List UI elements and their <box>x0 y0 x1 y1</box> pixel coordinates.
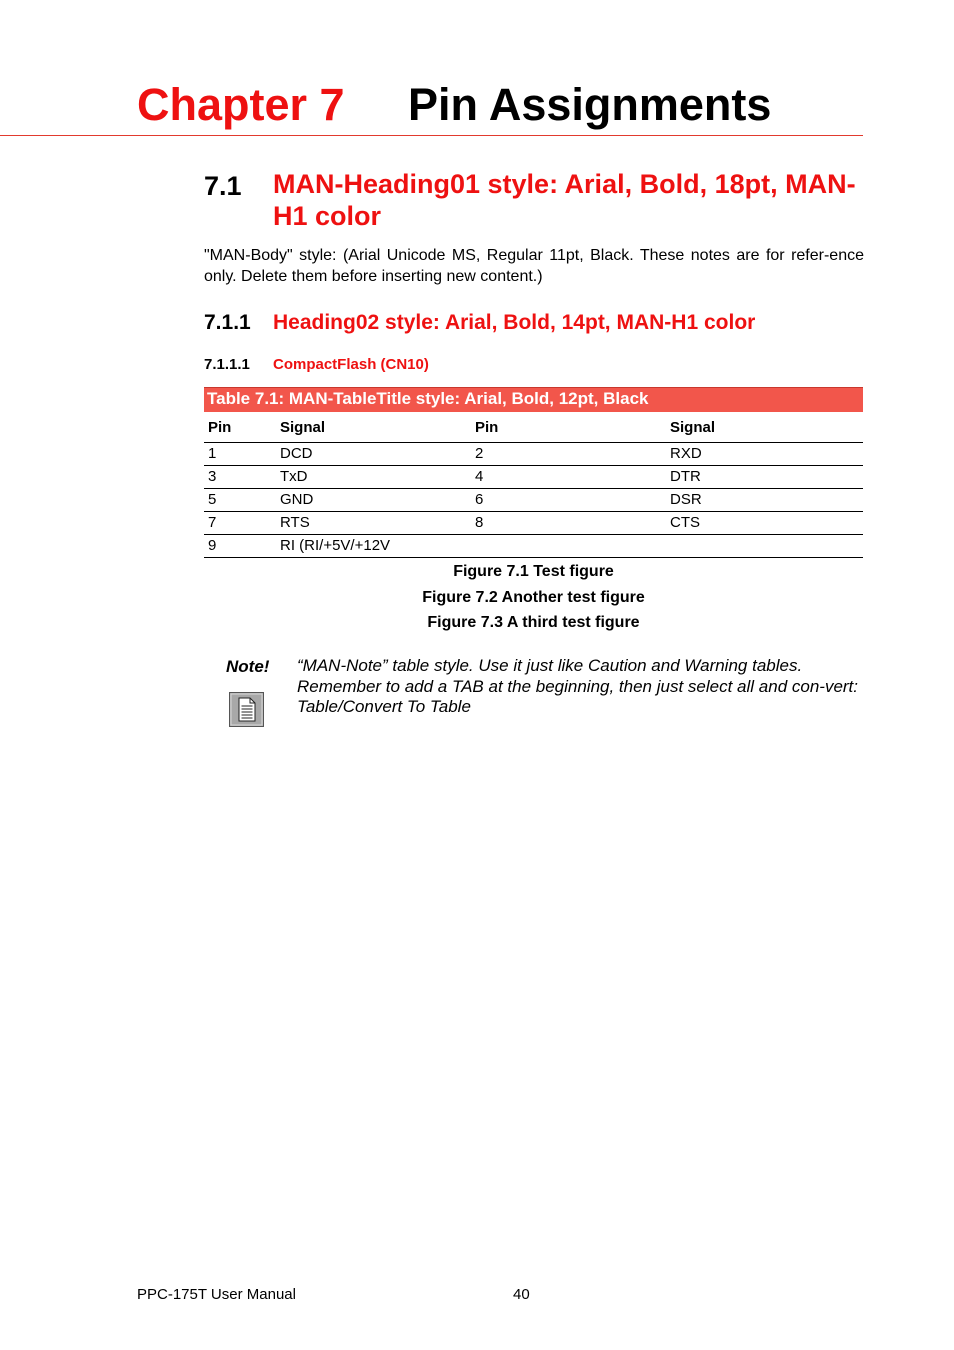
table-cell <box>666 535 863 558</box>
table-cell: 3 <box>204 466 276 489</box>
table-cell: RXD <box>666 443 863 466</box>
table-header-cell: Pin <box>471 412 666 443</box>
table-header-row <box>204 412 863 443</box>
table-row <box>204 466 863 489</box>
table-cell: RI (RI/+5V/+12V <box>276 535 471 558</box>
figure-caption: Figure 7.3 A third test figure <box>427 614 640 631</box>
table-cell <box>471 535 666 558</box>
heading1-number: 7.1 <box>204 171 242 201</box>
table-header-cell: Signal <box>666 412 863 443</box>
footer-page-number: 40 <box>513 1286 530 1303</box>
table-cell: CTS <box>666 512 863 535</box>
table-header-cell: Signal <box>276 412 471 443</box>
note-label: Note! <box>226 657 270 676</box>
figure-caption: Figure 7.2 Another test figure <box>422 589 645 606</box>
table-cell: RTS <box>276 512 471 535</box>
table-cell: 9 <box>204 535 276 558</box>
document-icon <box>229 692 264 727</box>
table-cell: 5 <box>204 489 276 512</box>
heading3-text: CompactFlash (CN10) <box>273 356 429 373</box>
table-row <box>204 535 863 558</box>
table-cell: DCD <box>276 443 471 466</box>
note-text: “MAN-Note” table style. Use it just like Caution and Warning tables. Remember to add a TAB at the beginning, then just select all and con-vert: Table/Convert To Table <box>297 656 858 716</box>
table-row <box>204 443 863 466</box>
table-row <box>204 489 863 512</box>
table-cell: TxD <box>276 466 471 489</box>
heading3-number: 7.1.1.1 <box>204 356 250 373</box>
table-cell: DSR <box>666 489 863 512</box>
table-cell: GND <box>276 489 471 512</box>
heading2-text: Heading02 style: Arial, Bold, 14pt, MAN-H1 color <box>273 311 756 334</box>
table-cell: DTR <box>666 466 863 489</box>
table-cell: 8 <box>471 512 666 535</box>
body-paragraph: "MAN-Body" style: (Arial Unicode MS, Regular 11pt, Black. These notes are for refer-ence only. Delete them before inserting new content.) <box>204 247 864 285</box>
table-cell: 2 <box>471 443 666 466</box>
heading1-text: MAN-Heading01 style: Arial, Bold, 18pt, MAN-H1 color <box>273 169 856 231</box>
table-cell: 6 <box>471 489 666 512</box>
figure-caption: Figure 7.1 Test figure <box>453 563 614 580</box>
table-title: Table 7.1: MAN-TableTitle style: Arial, Bold, 12pt, Black <box>204 387 863 412</box>
table-row <box>204 512 863 535</box>
chapter-divider <box>0 135 863 136</box>
table-cell: 4 <box>471 466 666 489</box>
chapter-number: Chapter 7 <box>137 79 345 130</box>
chapter-title <box>137 76 771 134</box>
table-cell: 7 <box>204 512 276 535</box>
heading2-number: 7.1.1 <box>204 311 251 334</box>
table-cell: 1 <box>204 443 276 466</box>
footer-manual-name: PPC-175T User Manual <box>137 1286 296 1303</box>
chapter-name: Pin Assignments <box>408 79 772 130</box>
table-header-cell: Pin <box>204 412 276 443</box>
pin-table <box>204 412 863 558</box>
